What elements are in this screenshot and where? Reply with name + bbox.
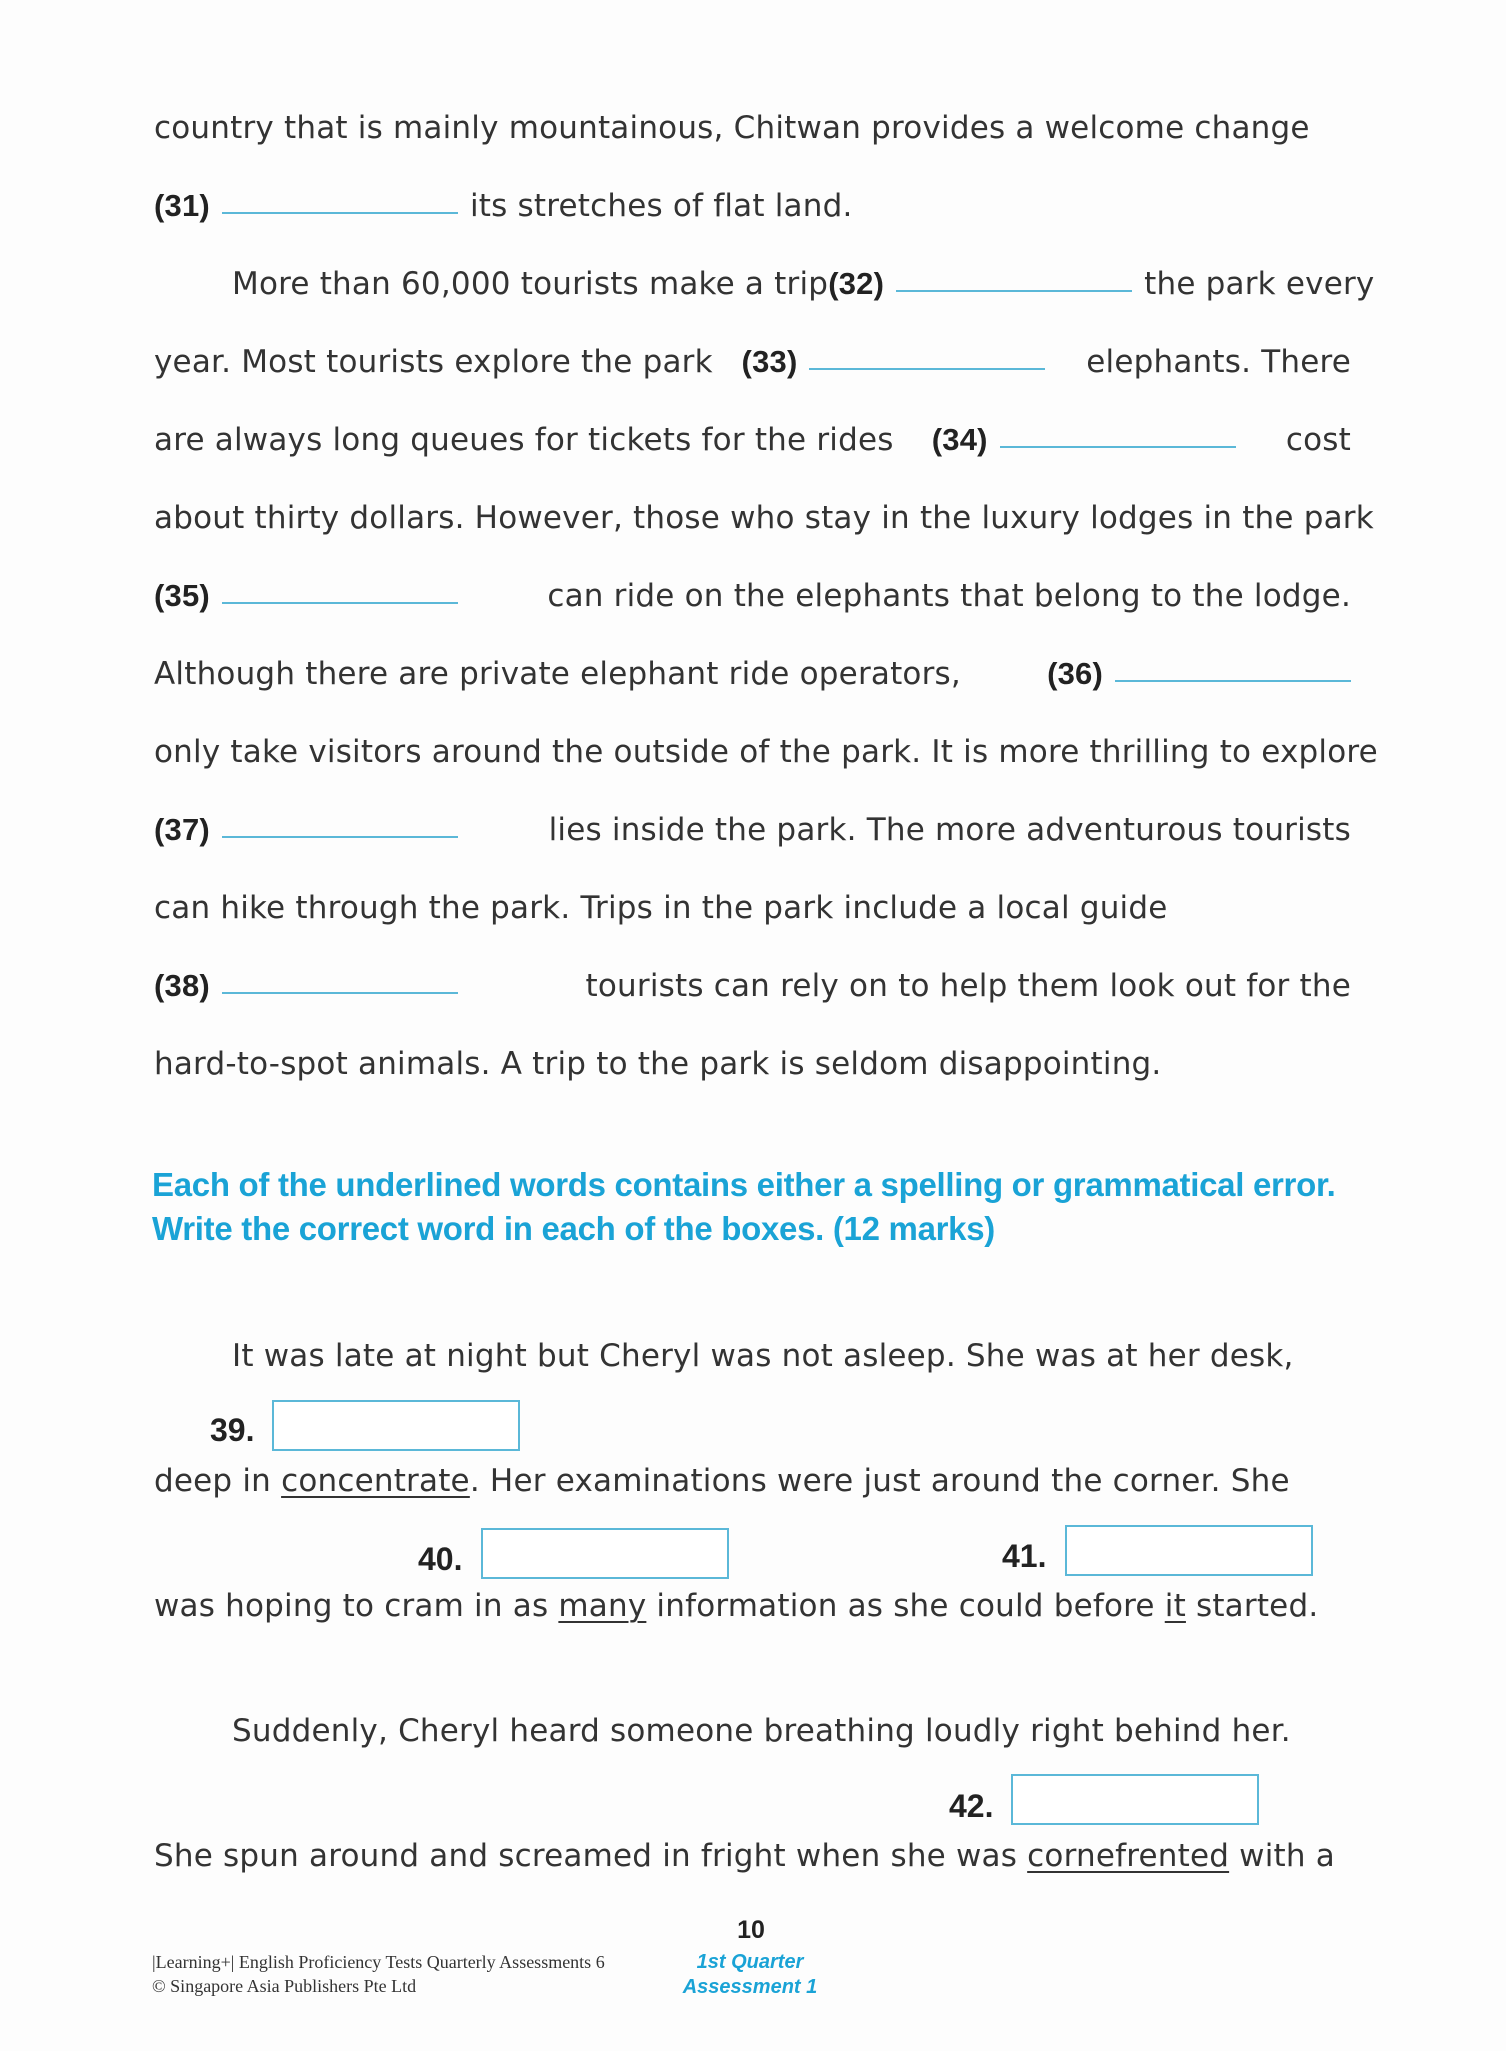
answer-box-41[interactable] bbox=[1065, 1525, 1313, 1576]
quarter-label: 1st Quarter bbox=[696, 1951, 804, 1973]
text: its stretches of flat land. bbox=[469, 188, 853, 224]
underlined-word-it: it bbox=[1164, 1588, 1186, 1624]
passage2-line-3 bbox=[154, 1586, 1351, 1626]
passage-line-10 bbox=[154, 810, 1351, 850]
passage-line-2 bbox=[154, 186, 1351, 226]
footer-publisher bbox=[152, 1950, 605, 1998]
text: about thirty dollars. However, those who stay in the luxury lodges in the park bbox=[154, 500, 1374, 536]
answer-box-39[interactable] bbox=[272, 1400, 520, 1451]
assessment-label bbox=[660, 1950, 840, 2000]
blank-number-34: (34) bbox=[931, 422, 988, 457]
text: the park every bbox=[1144, 266, 1375, 302]
text: deep in bbox=[154, 1463, 282, 1499]
text: Suddenly, Cheryl heard someone breathing loudly right behind her. bbox=[232, 1713, 1291, 1749]
text: with a bbox=[1229, 1838, 1335, 1874]
text: She spun around and screamed in fright when she was bbox=[154, 1838, 1028, 1874]
text: lies inside the park. The more adventurous tourists bbox=[548, 812, 1351, 848]
answer-box-40[interactable] bbox=[481, 1528, 729, 1579]
passage-line-4 bbox=[154, 342, 1351, 382]
text: are always long queues for tickets for the rides bbox=[154, 422, 894, 458]
blank-number-35: (35) bbox=[154, 578, 210, 613]
text: was hoping to cram in as bbox=[154, 1588, 559, 1624]
blank-36[interactable] bbox=[1115, 680, 1351, 682]
text: tourists can rely on to help them look out for the bbox=[585, 968, 1351, 1004]
underlined-word-cornefrented: cornefrented bbox=[1027, 1838, 1230, 1874]
passage2-line-4 bbox=[232, 1711, 1351, 1751]
assessment-number: Assessment 1 bbox=[682, 1976, 818, 1998]
passage-line-9 bbox=[154, 732, 1378, 772]
answer-box-42[interactable] bbox=[1011, 1774, 1259, 1825]
passage-line-12 bbox=[154, 966, 1351, 1006]
blank-32[interactable] bbox=[896, 290, 1132, 292]
text: . Her examinations were just around the corner. She bbox=[469, 1463, 1290, 1499]
text: hard-to-spot animals. A trip to the park is seldom disappointing. bbox=[154, 1046, 1162, 1082]
blank-number-31: (31) bbox=[154, 188, 210, 223]
passage2-line-1 bbox=[232, 1336, 1351, 1376]
passage-line-13 bbox=[154, 1044, 1351, 1084]
blank-34[interactable] bbox=[1000, 446, 1236, 448]
text: information as she could before bbox=[646, 1588, 1165, 1624]
text: country that is mainly mountainous, Chitwan provides a welcome change bbox=[154, 110, 1310, 146]
blank-35[interactable] bbox=[222, 602, 458, 604]
passage-line-1 bbox=[154, 108, 1351, 148]
blank-31[interactable] bbox=[222, 212, 458, 214]
passage2-line-2 bbox=[154, 1461, 1351, 1501]
passage-line-11 bbox=[154, 888, 1351, 928]
text: elephants. There bbox=[1086, 344, 1351, 380]
blank-33[interactable] bbox=[809, 368, 1045, 370]
passage2-line-5 bbox=[154, 1836, 1351, 1876]
text: started. bbox=[1185, 1588, 1319, 1624]
text: can ride on the elephants that belong to the lodge. bbox=[547, 578, 1351, 614]
text: Although there are private elephant ride operators, bbox=[154, 656, 961, 692]
passage-line-3 bbox=[232, 264, 1375, 304]
blank-number-38: (38) bbox=[154, 968, 210, 1003]
blank-number-32: (32) bbox=[828, 266, 885, 301]
blank-37[interactable] bbox=[222, 836, 458, 838]
passage-line-8 bbox=[154, 654, 1351, 694]
underlined-word-concentrate: concentrate bbox=[281, 1463, 470, 1499]
blank-number-36: (36) bbox=[1047, 656, 1103, 691]
page-number: 10 bbox=[737, 1916, 765, 1944]
footer-book-title: |Learning+| English Proficiency Tests Quarterly Assessments 6 bbox=[152, 1952, 605, 1972]
blank-38[interactable] bbox=[222, 992, 458, 994]
section-instruction: Each of the underlined words contains either a spelling or grammatical error. Write the correct word in each of the boxes. (12 marks) bbox=[152, 1166, 1336, 1247]
answer-label-42: 42. bbox=[949, 1788, 994, 1824]
text: More than 60,000 tourists make a trip bbox=[232, 266, 829, 302]
answer-label-40: 40. bbox=[418, 1541, 463, 1577]
blank-number-37: (37) bbox=[154, 812, 210, 847]
passage-line-5 bbox=[154, 420, 1351, 460]
text: It was late at night but Cheryl was not asleep. She was at her desk, bbox=[232, 1338, 1294, 1374]
text: only take visitors around the outside of the park. It is more thrilling to explore bbox=[154, 734, 1378, 770]
text: cost bbox=[1285, 422, 1351, 458]
passage-line-7 bbox=[154, 576, 1351, 616]
answer-label-39: 39. bbox=[210, 1412, 255, 1448]
passage-line-6 bbox=[154, 498, 1374, 538]
answer-label-41: 41. bbox=[1002, 1538, 1047, 1574]
text: can hike through the park. Trips in the park include a local guide bbox=[154, 890, 1168, 926]
text: year. Most tourists explore the park bbox=[154, 344, 713, 380]
underlined-word-many: many bbox=[558, 1588, 647, 1624]
blank-number-33: (33) bbox=[741, 344, 798, 379]
footer-copyright: © Singapore Asia Publishers Pte Ltd bbox=[152, 1976, 417, 1996]
